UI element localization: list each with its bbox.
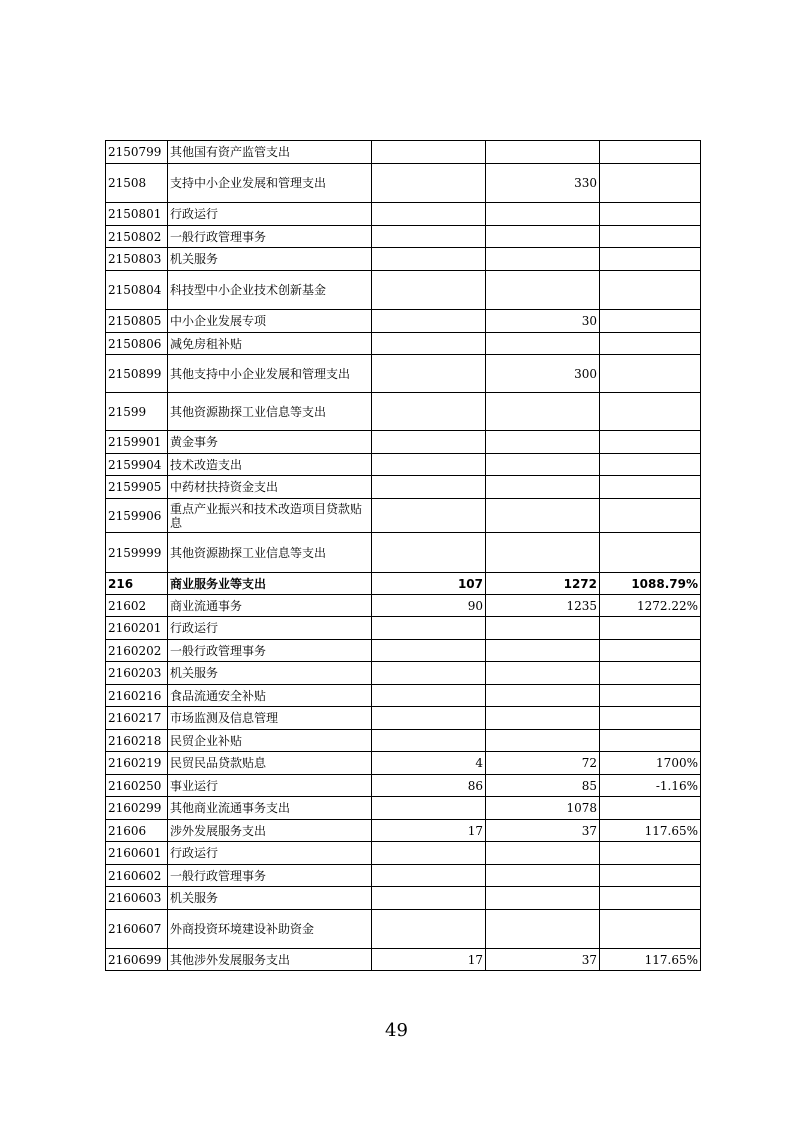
row-name: 机关服务 — [168, 248, 372, 271]
row-code: 21508 — [106, 164, 168, 203]
row-value-current — [486, 707, 600, 730]
row-percent-change — [600, 454, 701, 476]
row-code: 2160203 — [106, 662, 168, 685]
row-name: 减免房租补贴 — [168, 333, 372, 355]
table-row — [106, 454, 701, 476]
row-value-prior — [372, 164, 486, 203]
row-value-prior — [372, 476, 486, 499]
row-name: 其他支持中小企业发展和管理支出 — [168, 355, 372, 393]
row-percent-change: 1700% — [600, 752, 701, 775]
row-value-current — [486, 271, 600, 310]
row-percent-change — [600, 203, 701, 226]
budget-table-body — [106, 141, 701, 971]
table-row — [106, 595, 701, 617]
row-value-prior — [372, 685, 486, 707]
row-name: 科技型中小企业技术创新基金 — [168, 271, 372, 310]
table-row — [106, 662, 701, 685]
row-name: 其他商业流通事务支出 — [168, 797, 372, 820]
table-row — [106, 887, 701, 910]
row-value-current: 37 — [486, 949, 600, 971]
row-name: 市场监测及信息管理 — [168, 707, 372, 730]
row-code: 2150805 — [106, 310, 168, 333]
row-value-prior — [372, 431, 486, 454]
row-code: 21599 — [106, 393, 168, 431]
row-value-prior — [372, 865, 486, 887]
row-code: 2160250 — [106, 775, 168, 797]
row-code: 2160601 — [106, 842, 168, 865]
row-percent-change — [600, 226, 701, 248]
page-number: 49 — [385, 1020, 408, 1041]
table-row — [106, 910, 701, 949]
table-row — [106, 499, 701, 533]
row-name: 中药材扶持资金支出 — [168, 476, 372, 499]
row-code: 2150804 — [106, 271, 168, 310]
row-code: 2150801 — [106, 203, 168, 226]
row-percent-change — [600, 499, 701, 533]
row-name: 重点产业振兴和技术改造项目贷款贴息 — [168, 499, 372, 533]
row-value-current — [486, 910, 600, 949]
row-value-current — [486, 226, 600, 248]
row-value-current — [486, 476, 600, 499]
row-value-current: 72 — [486, 752, 600, 775]
row-percent-change — [600, 865, 701, 887]
table-row — [106, 355, 701, 393]
table-row — [106, 775, 701, 797]
row-value-current — [486, 499, 600, 533]
row-code: 2159906 — [106, 499, 168, 533]
row-value-prior — [372, 454, 486, 476]
row-name: 技术改造支出 — [168, 454, 372, 476]
row-code: 21606 — [106, 820, 168, 842]
row-name: 食品流通安全补贴 — [168, 685, 372, 707]
row-name: 商业流通事务 — [168, 595, 372, 617]
row-value-current — [486, 333, 600, 355]
row-value-prior: 90 — [372, 595, 486, 617]
row-code: 2160202 — [106, 640, 168, 662]
row-value-current — [486, 865, 600, 887]
row-percent-change: -1.16% — [600, 775, 701, 797]
row-name: 其他资源勘探工业信息等支出 — [168, 393, 372, 431]
row-name: 一般行政管理事务 — [168, 865, 372, 887]
row-name: 一般行政管理事务 — [168, 640, 372, 662]
row-value-prior — [372, 640, 486, 662]
table-row — [106, 203, 701, 226]
row-code: 2160218 — [106, 730, 168, 752]
row-percent-change — [600, 707, 701, 730]
budget-table — [105, 140, 701, 971]
table-row — [106, 949, 701, 971]
row-value-prior: 17 — [372, 949, 486, 971]
row-value-current: 37 — [486, 820, 600, 842]
row-percent-change — [600, 685, 701, 707]
row-code: 2150803 — [106, 248, 168, 271]
table-row — [106, 393, 701, 431]
table-row — [106, 707, 701, 730]
row-code: 21602 — [106, 595, 168, 617]
row-code: 2150899 — [106, 355, 168, 393]
row-percent-change — [600, 248, 701, 271]
row-value-current — [486, 662, 600, 685]
table-row — [106, 842, 701, 865]
row-name: 民贸民品贷款贴息 — [168, 752, 372, 775]
row-value-prior — [372, 271, 486, 310]
row-value-prior — [372, 887, 486, 910]
table-row — [106, 617, 701, 640]
row-value-prior — [372, 203, 486, 226]
row-value-current: 1235 — [486, 595, 600, 617]
row-name: 外商投资环境建设补助资金 — [168, 910, 372, 949]
row-percent-change — [600, 333, 701, 355]
table-row — [106, 797, 701, 820]
row-value-prior — [372, 393, 486, 431]
row-code: 2159901 — [106, 431, 168, 454]
row-value-prior: 17 — [372, 820, 486, 842]
row-code: 2160201 — [106, 617, 168, 640]
row-value-prior — [372, 499, 486, 533]
row-value-current — [486, 617, 600, 640]
row-percent-change — [600, 431, 701, 454]
row-value-prior — [372, 355, 486, 393]
row-percent-change — [600, 910, 701, 949]
row-value-prior — [372, 226, 486, 248]
row-value-prior — [372, 310, 486, 333]
row-value-current: 30 — [486, 310, 600, 333]
row-name: 其他国有资产监管支出 — [168, 141, 372, 164]
row-value-prior — [372, 662, 486, 685]
row-percent-change — [600, 141, 701, 164]
table-row — [106, 248, 701, 271]
row-percent-change — [600, 310, 701, 333]
row-value-prior — [372, 141, 486, 164]
row-value-current — [486, 248, 600, 271]
row-value-current — [486, 533, 600, 573]
table-row — [106, 730, 701, 752]
row-name: 行政运行 — [168, 203, 372, 226]
row-code: 2159905 — [106, 476, 168, 499]
row-value-prior: 86 — [372, 775, 486, 797]
row-name: 其他涉外发展服务支出 — [168, 949, 372, 971]
row-code: 2160216 — [106, 685, 168, 707]
row-code: 2160603 — [106, 887, 168, 910]
row-percent-change: 117.65% — [600, 949, 701, 971]
table-row — [106, 333, 701, 355]
row-value-prior — [372, 533, 486, 573]
row-percent-change — [600, 393, 701, 431]
table-row — [106, 685, 701, 707]
row-code: 2159904 — [106, 454, 168, 476]
row-value-current — [486, 141, 600, 164]
table-row — [106, 820, 701, 842]
row-name: 民贸企业补贴 — [168, 730, 372, 752]
row-percent-change: 1088.79% — [600, 573, 701, 595]
row-percent-change: 1272.22% — [600, 595, 701, 617]
row-name: 涉外发展服务支出 — [168, 820, 372, 842]
row-code: 2160219 — [106, 752, 168, 775]
row-code: 2150802 — [106, 226, 168, 248]
table-row — [106, 431, 701, 454]
row-value-prior — [372, 797, 486, 820]
row-percent-change — [600, 887, 701, 910]
row-code: 2159999 — [106, 533, 168, 573]
row-name: 中小企业发展专项 — [168, 310, 372, 333]
row-percent-change — [600, 842, 701, 865]
row-value-current: 330 — [486, 164, 600, 203]
table-row — [106, 226, 701, 248]
row-value-current — [486, 203, 600, 226]
row-value-current — [486, 431, 600, 454]
row-value-current: 1272 — [486, 573, 600, 595]
row-code: 2150806 — [106, 333, 168, 355]
row-code: 2160699 — [106, 949, 168, 971]
row-value-current — [486, 842, 600, 865]
row-percent-change — [600, 476, 701, 499]
row-value-prior — [372, 333, 486, 355]
row-percent-change: 117.65% — [600, 820, 701, 842]
row-value-prior — [372, 910, 486, 949]
row-name: 支持中小企业发展和管理支出 — [168, 164, 372, 203]
row-name: 其他资源勘探工业信息等支出 — [168, 533, 372, 573]
table-row — [106, 164, 701, 203]
row-percent-change — [600, 797, 701, 820]
row-code: 2150799 — [106, 141, 168, 164]
row-value-current: 85 — [486, 775, 600, 797]
row-code: 2160217 — [106, 707, 168, 730]
row-value-current — [486, 730, 600, 752]
row-percent-change — [600, 533, 701, 573]
row-code: 2160299 — [106, 797, 168, 820]
row-value-current: 1078 — [486, 797, 600, 820]
row-percent-change — [600, 617, 701, 640]
table-row — [106, 752, 701, 775]
row-name: 商业服务业等支出 — [168, 573, 372, 595]
table-row — [106, 533, 701, 573]
row-value-current: 300 — [486, 355, 600, 393]
table-row — [106, 141, 701, 164]
row-value-prior: 4 — [372, 752, 486, 775]
row-name: 机关服务 — [168, 662, 372, 685]
row-code: 216 — [106, 573, 168, 595]
table-row — [106, 476, 701, 499]
row-name: 一般行政管理事务 — [168, 226, 372, 248]
row-value-prior — [372, 730, 486, 752]
row-value-current — [486, 454, 600, 476]
table-row — [106, 310, 701, 333]
row-code: 2160607 — [106, 910, 168, 949]
row-name: 行政运行 — [168, 842, 372, 865]
row-name: 事业运行 — [168, 775, 372, 797]
table-row — [106, 640, 701, 662]
table-row — [106, 573, 701, 595]
row-value-prior — [372, 707, 486, 730]
row-name: 行政运行 — [168, 617, 372, 640]
row-value-prior — [372, 617, 486, 640]
row-name: 机关服务 — [168, 887, 372, 910]
row-percent-change — [600, 730, 701, 752]
row-value-current — [486, 685, 600, 707]
row-percent-change — [600, 640, 701, 662]
row-percent-change — [600, 164, 701, 203]
table-row — [106, 865, 701, 887]
row-percent-change — [600, 271, 701, 310]
row-value-current — [486, 640, 600, 662]
row-percent-change — [600, 355, 701, 393]
row-value-current — [486, 887, 600, 910]
row-value-prior: 107 — [372, 573, 486, 595]
row-value-current — [486, 393, 600, 431]
row-code: 2160602 — [106, 865, 168, 887]
row-value-prior — [372, 248, 486, 271]
row-name: 黄金事务 — [168, 431, 372, 454]
row-percent-change — [600, 662, 701, 685]
row-value-prior — [372, 842, 486, 865]
table-row — [106, 271, 701, 310]
